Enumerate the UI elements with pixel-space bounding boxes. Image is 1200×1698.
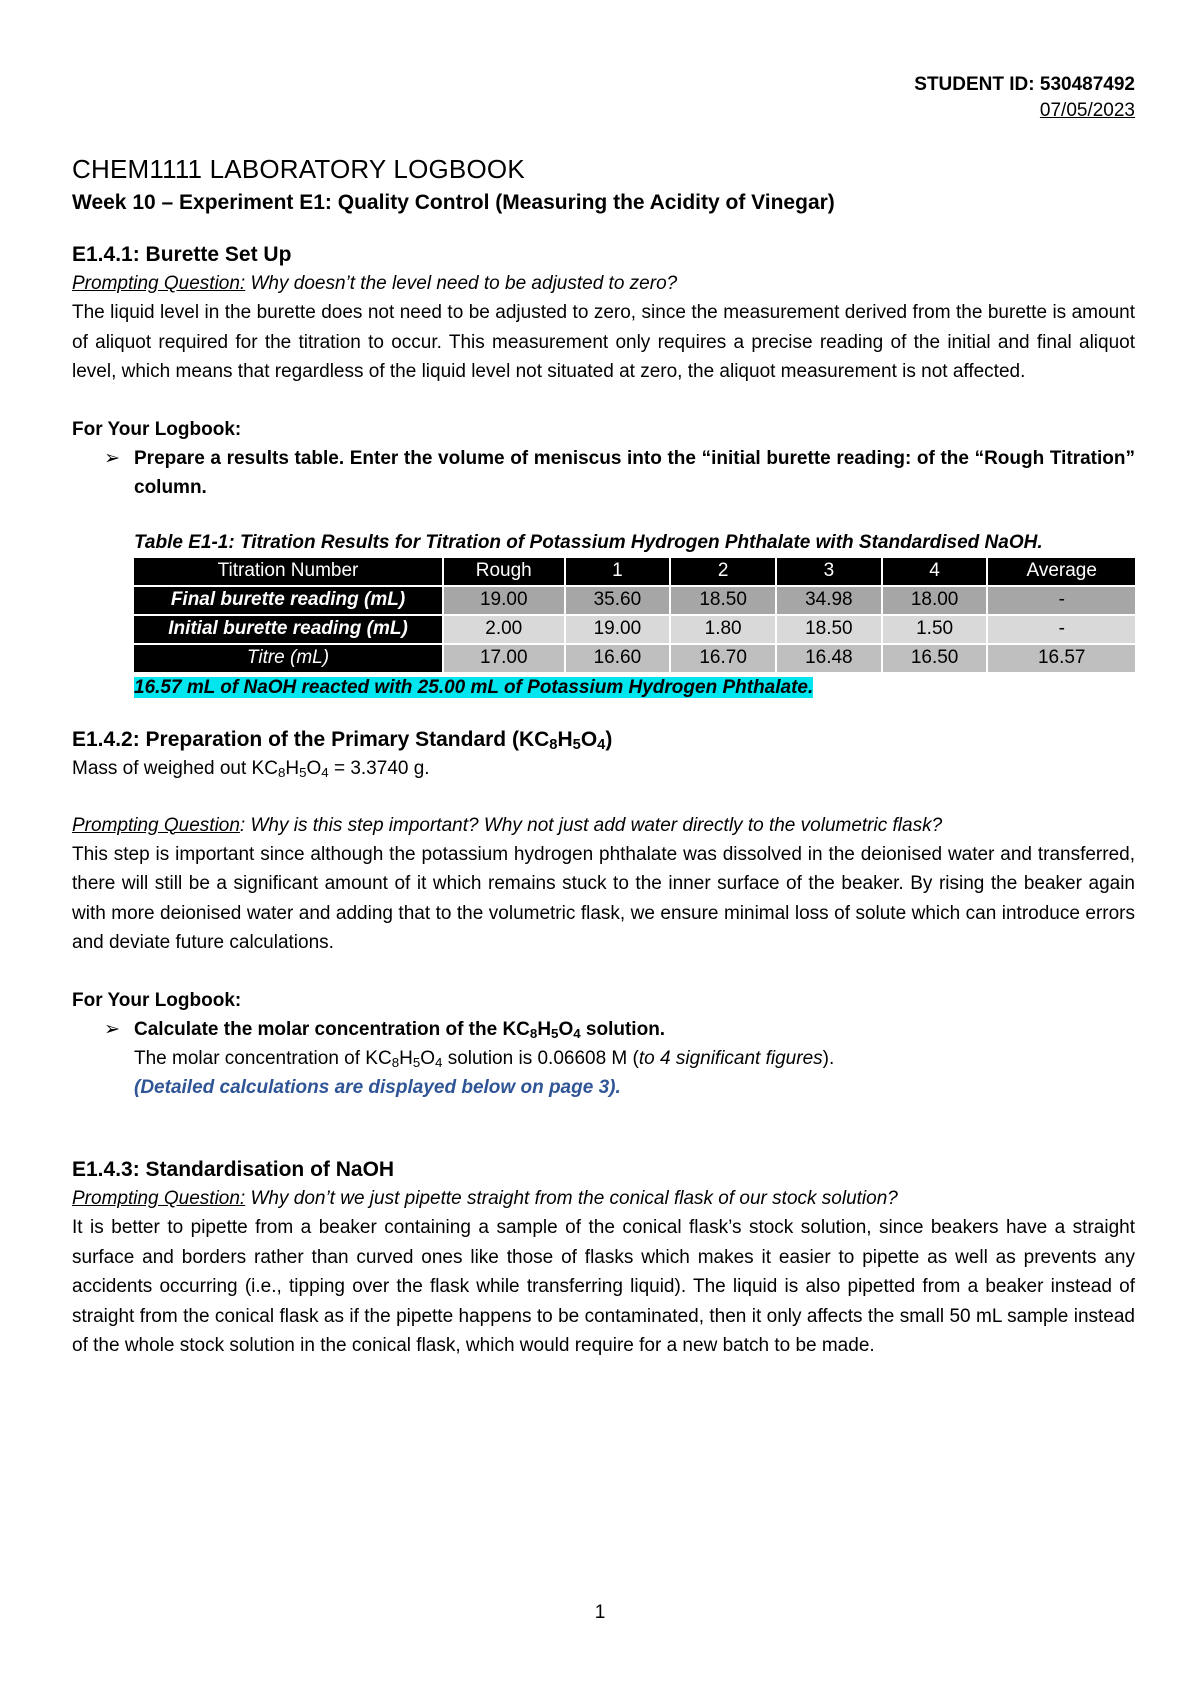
row-label: Titre (mL) [134, 645, 442, 672]
answer-burette: The liquid level in the burette does not need to be adjusted to zero, since the measurement derived from the burette is amount of aliquot required for the titration to occur. This measurement only requires a precise reading of the initial and final aliquot level, which means that regardless of the liquid level not situated at zero, the aliquot measurement is not affected. [72, 302, 1135, 382]
section-heading-primary-standard: E1.4.2: Preparation of the Primary Standard $(KC_8H_5O_4)$ [72, 727, 613, 753]
table-cell: 16.60 [566, 645, 670, 672]
page-number: 1 [594, 1602, 606, 1623]
prompting-question-burette [72, 269, 1135, 298]
table-cell: 1.50 [883, 616, 987, 643]
document-subtitle: Week 10 – Experiment E1: Quality Control (Measuring the Acidity of Vinegar) [72, 191, 835, 214]
prompt-label: Prompting Question: [72, 1188, 246, 1209]
table-header-cell: 1 [566, 558, 670, 585]
table-cell: 16.50 [883, 645, 987, 672]
table-cell: 2.00 [444, 616, 564, 643]
table-cell: 35.60 [566, 587, 670, 614]
document-title: CHEM1111 LABORATORY LOGBOOK [72, 154, 525, 184]
table-cell: - [988, 616, 1135, 643]
table-cell: 1.80 [671, 616, 775, 643]
result-line [134, 674, 1135, 702]
table-cell: 16.57 [988, 645, 1135, 672]
logbook-label: For Your Logbook: [72, 989, 242, 1011]
titration-results-table [132, 556, 1137, 674]
table-cell: 18.50 [777, 616, 881, 643]
section-heading-standardisation: E1.4.3: Standardisation of NaOH [72, 1158, 395, 1181]
bullet-item [72, 1015, 1135, 1045]
prompting-question-standardisation [72, 1184, 1135, 1213]
table-cell: 34.98 [777, 587, 881, 614]
prompt-label: Prompting Question [72, 814, 240, 836]
table-cell: - [988, 587, 1135, 614]
prompt-label: Prompting Question: [72, 273, 246, 294]
table-header-cell: 3 [777, 558, 881, 585]
table-cell: 18.00 [883, 587, 987, 614]
arrow-bullet-icon: ➢ [104, 1018, 120, 1040]
table-row [134, 587, 1135, 614]
answer-primary-standard: This step is important since although the potassium hydrogen phthalate was dissolved in the deionised water and transferred, there will still be a significant amount of it which remains stuck to the inner surface of the beaker. By rising the beaker again with more deionised water and adding that to the volumetric flask, we ensure minimal loss of solute which can introduce errors and deviate future calculations. [72, 843, 1135, 953]
table-header-cell: Average [988, 558, 1135, 585]
bullet-text: Calculate the molar concentration of the $KC_8H_5O_4$ solution. [134, 1018, 666, 1041]
prompt-text: Why doesn’t the level need to be adjusted to zero? [245, 273, 678, 294]
arrow-bullet-icon: ➢ [104, 447, 120, 469]
table-cell: 16.70 [671, 645, 775, 672]
table-cell: 17.00 [444, 645, 564, 672]
table-header-cell: Titration Number [134, 558, 442, 585]
table-cell: 16.48 [777, 645, 881, 672]
document-page [72, 72, 1135, 1361]
mass-line: Mass of weighed out $KC_8H_5O_4 = 3.3740$ g. [72, 757, 430, 780]
concentration-result: The molar concentration of $KC_8H_5O_4$ solution is 0.06608 M (to 4 significant figures). [134, 1048, 835, 1070]
document-header [72, 72, 1135, 124]
student-id: STUDENT ID: 530487492 [914, 74, 1135, 95]
table-header-cell: Rough [444, 558, 564, 585]
table-header-cell: 4 [883, 558, 987, 585]
bullet-item [72, 444, 1135, 503]
table-row [134, 616, 1135, 643]
bullet-text: Prepare a results table. Enter the volume of meniscus into the “initial burette reading: of the “Rough Titration” column. [134, 447, 1135, 498]
document-date: 07/05/2023 [1039, 100, 1135, 121]
table-header-cell: 2 [671, 558, 775, 585]
row-label: Final burette reading (mL) [134, 587, 442, 614]
answer-standardisation: It is better to pipette from a beaker containing a sample of the conical flask’s stock solution, since beakers have a straight surface and borders rather than curved ones like those of flasks which makes it easier to pipette as well as prevents any accidents occurring (i.e., tipping over the flask while transferring liquid). The liquid is also pipetted from a beaker instead of straight from the conical flask as if the pipette happens to be contaminated, then it only affects the small 50 mL sample instead of the whole stock solution in the conical flask, which would require for a new batch to be made. [72, 1217, 1135, 1356]
section-heading-burette: E1.4.1: Burette Set Up [72, 243, 292, 266]
table-cell: 18.50 [671, 587, 775, 614]
prompt-text: : Why is this step important? Why not just add water directly to the volumetric flask? [239, 814, 943, 836]
logbook-label: For Your Logbook: [72, 418, 242, 440]
table-caption: Table E1-1: Titration Results for Titration of Potassium Hydrogen Phthalate with Standardised NaOH. [134, 531, 1043, 553]
table-cell: 19.00 [444, 587, 564, 614]
prompting-question-primary-standard [72, 811, 1135, 840]
row-label: Initial burette reading (mL) [134, 616, 442, 643]
prompt-text: Why don’t we just pipette straight from the conical flask of our stock solution? [245, 1188, 898, 1209]
table-cell: 19.00 [566, 616, 670, 643]
calculation-note: (Detailed calculations are displayed below on page 3). [134, 1077, 621, 1098]
table-header-row [134, 558, 1135, 585]
table-row [134, 645, 1135, 672]
result-highlight: 16.57 mL of NaOH reacted with 25.00 mL of Potassium Hydrogen Phthalate. [134, 676, 814, 698]
